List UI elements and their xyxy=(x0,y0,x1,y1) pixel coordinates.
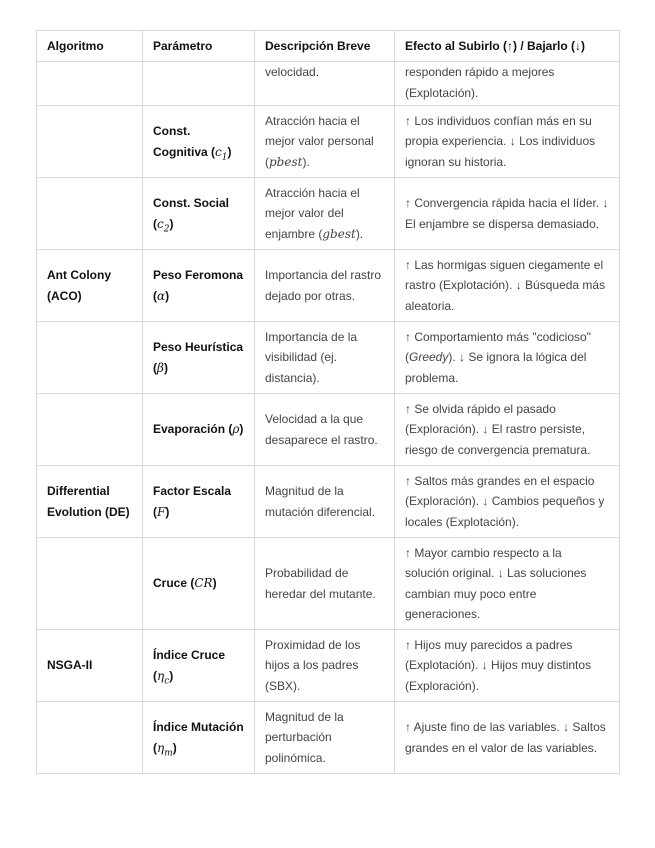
effect-cell: ↑ Ajuste fino de las variables. ↓ Saltos grandes en el valor de las variables. xyxy=(395,702,620,774)
header-descripcion: Descripción Breve xyxy=(255,31,395,62)
parameter-close: ) xyxy=(227,144,232,159)
algorithm-cell xyxy=(37,62,143,106)
parameter-label: Factor Escala ( xyxy=(153,484,232,519)
parameter-cell xyxy=(143,702,255,774)
parameter-symbol: CR xyxy=(194,576,213,591)
description-cell: Magnitud de la mutación diferencial. xyxy=(255,466,395,538)
description-close: ). xyxy=(302,154,310,169)
description-cell: Importancia de la visibilidad (ej. distancia). xyxy=(255,322,395,394)
table-row xyxy=(37,62,620,106)
description-math: pbest xyxy=(269,154,303,169)
algorithm-cell: NSGA-II xyxy=(37,630,143,702)
effect-cell xyxy=(395,322,620,394)
algorithm-cell xyxy=(37,178,143,250)
parameter-subscript: c xyxy=(164,675,170,686)
table-row xyxy=(37,538,620,630)
effect-text: ↑ Comportamiento más "codicioso" ( xyxy=(405,329,591,365)
parameter-symbol: η xyxy=(157,668,165,683)
parameter-symbol: ρ xyxy=(232,422,240,437)
description-cell: Importancia del rastro dejado por otras. xyxy=(255,250,395,322)
table-row xyxy=(37,702,620,774)
algorithm-cell xyxy=(37,702,143,774)
parameter-cell xyxy=(143,466,255,538)
parameter-close: ) xyxy=(212,576,217,591)
parameter-cell xyxy=(143,250,255,322)
effect-text-end: ). ↓ Se ignora la lógica del problema. xyxy=(405,350,587,385)
effect-emphasis: Greedy xyxy=(409,350,449,365)
table-row xyxy=(37,394,620,466)
effect-cell: ↑ Los individuos confían más en su propia experiencia. ↓ Los individuos ignoran su historia. xyxy=(395,106,620,178)
algorithm-cell xyxy=(37,106,143,178)
algorithm-cell: Ant Colony (ACO) xyxy=(37,250,143,322)
header-parametro: Parámetro xyxy=(143,31,255,62)
description-cell: Probabilidad de heredar del mutante. xyxy=(255,538,395,630)
description-cell: Velocidad a la que desaparece el rastro. xyxy=(255,394,395,466)
algorithm-cell xyxy=(37,394,143,466)
table-row xyxy=(37,466,620,538)
parameter-subscript: m xyxy=(164,747,173,758)
parameter-close: ) xyxy=(163,360,168,375)
table-row xyxy=(37,178,620,250)
table-row xyxy=(37,322,620,394)
algorithm-cell: Differential Evolution (DE) xyxy=(37,466,143,538)
description-close: ). xyxy=(355,226,364,241)
effect-cell: ↑ Saltos más grandes en el espacio (Exploración). ↓ Cambios pequeños y locales (Explotación). xyxy=(395,466,620,538)
parameter-cell xyxy=(143,630,255,702)
parameter-cell xyxy=(143,538,255,630)
table-row xyxy=(37,250,620,322)
effect-cell: ↑ Se olvida rápido el pasado (Exploración). ↓ El rastro persiste, riesgo de convergencia prematura. xyxy=(395,394,620,466)
description-cell xyxy=(255,178,395,250)
parameter-close: ) xyxy=(172,740,177,755)
description-cell: velocidad. xyxy=(255,62,395,106)
parameter-symbol: F xyxy=(157,504,166,519)
table-header-row xyxy=(37,31,620,62)
header-efecto: Efecto al Subirlo (↑) / Bajarlo (↓) xyxy=(395,31,620,62)
parameter-close: ) xyxy=(165,288,170,303)
parameter-label: Const. Social ( xyxy=(153,196,230,231)
effect-cell: ↑ Mayor cambio respecto a la solución original. ↓ Las soluciones cambian muy poco entre generaciones. xyxy=(395,538,620,630)
effect-cell: responden rápido a mejores (Explotación). xyxy=(395,62,620,106)
effect-cell: ↑ Convergencia rápida hacia el líder. ↓ El enjambre se dispersa demasiado. xyxy=(395,178,620,250)
parameter-symbol: c xyxy=(215,144,222,159)
parameter-symbol: α xyxy=(157,288,166,303)
effect-cell: ↑ Hijos muy parecidos a padres (Explotación). ↓ Hijos muy distintos (Exploración). xyxy=(395,630,620,702)
description-cell: Magnitud de la perturbación polinómica. xyxy=(255,702,395,774)
description-cell xyxy=(255,106,395,178)
parameter-symbol: η xyxy=(157,740,165,755)
parameter-label: Índice Mutación ( xyxy=(153,720,244,755)
parameter-cell xyxy=(143,178,255,250)
parameter-subscript: 2 xyxy=(163,223,170,234)
parameter-label: Evaporación ( xyxy=(153,422,233,437)
parameter-symbol: c xyxy=(157,216,164,231)
parameter-label: Peso Feromona ( xyxy=(153,268,244,303)
parameter-label: Peso Heurística ( xyxy=(153,340,244,375)
parameter-close: ) xyxy=(239,422,244,437)
parameter-close: ) xyxy=(169,668,174,683)
description-math: gbest xyxy=(322,226,356,241)
parameter-cell xyxy=(143,322,255,394)
parameter-cell xyxy=(143,62,255,106)
parameter-label: Índice Cruce ( xyxy=(153,648,226,683)
parameter-cell xyxy=(143,106,255,178)
parameter-symbol: β xyxy=(157,360,164,375)
description-cell: Proximidad de los hijos a los padres (SBX). xyxy=(255,630,395,702)
parameters-table xyxy=(36,30,620,774)
header-algoritmo: Algoritmo xyxy=(37,31,143,62)
table-row xyxy=(37,630,620,702)
parameter-close: ) xyxy=(169,216,174,231)
parameter-cell xyxy=(143,394,255,466)
description-text: Atracción hacia el mejor valor del enjambre ( xyxy=(265,185,360,241)
effect-cell: ↑ Las hormigas siguen ciegamente el rastro (Explotación). ↓ Búsqueda más aleatoria. xyxy=(395,250,620,322)
parameter-label: Cruce ( xyxy=(153,576,195,591)
parameter-label: Const. Cognitiva ( xyxy=(153,124,215,159)
parameter-subscript: 1 xyxy=(221,151,228,162)
algorithm-cell xyxy=(37,322,143,394)
description-text: Atracción hacia el mejor valor personal ( xyxy=(265,113,374,169)
algorithm-cell xyxy=(37,538,143,630)
table-row xyxy=(37,106,620,178)
parameter-close: ) xyxy=(165,504,170,519)
